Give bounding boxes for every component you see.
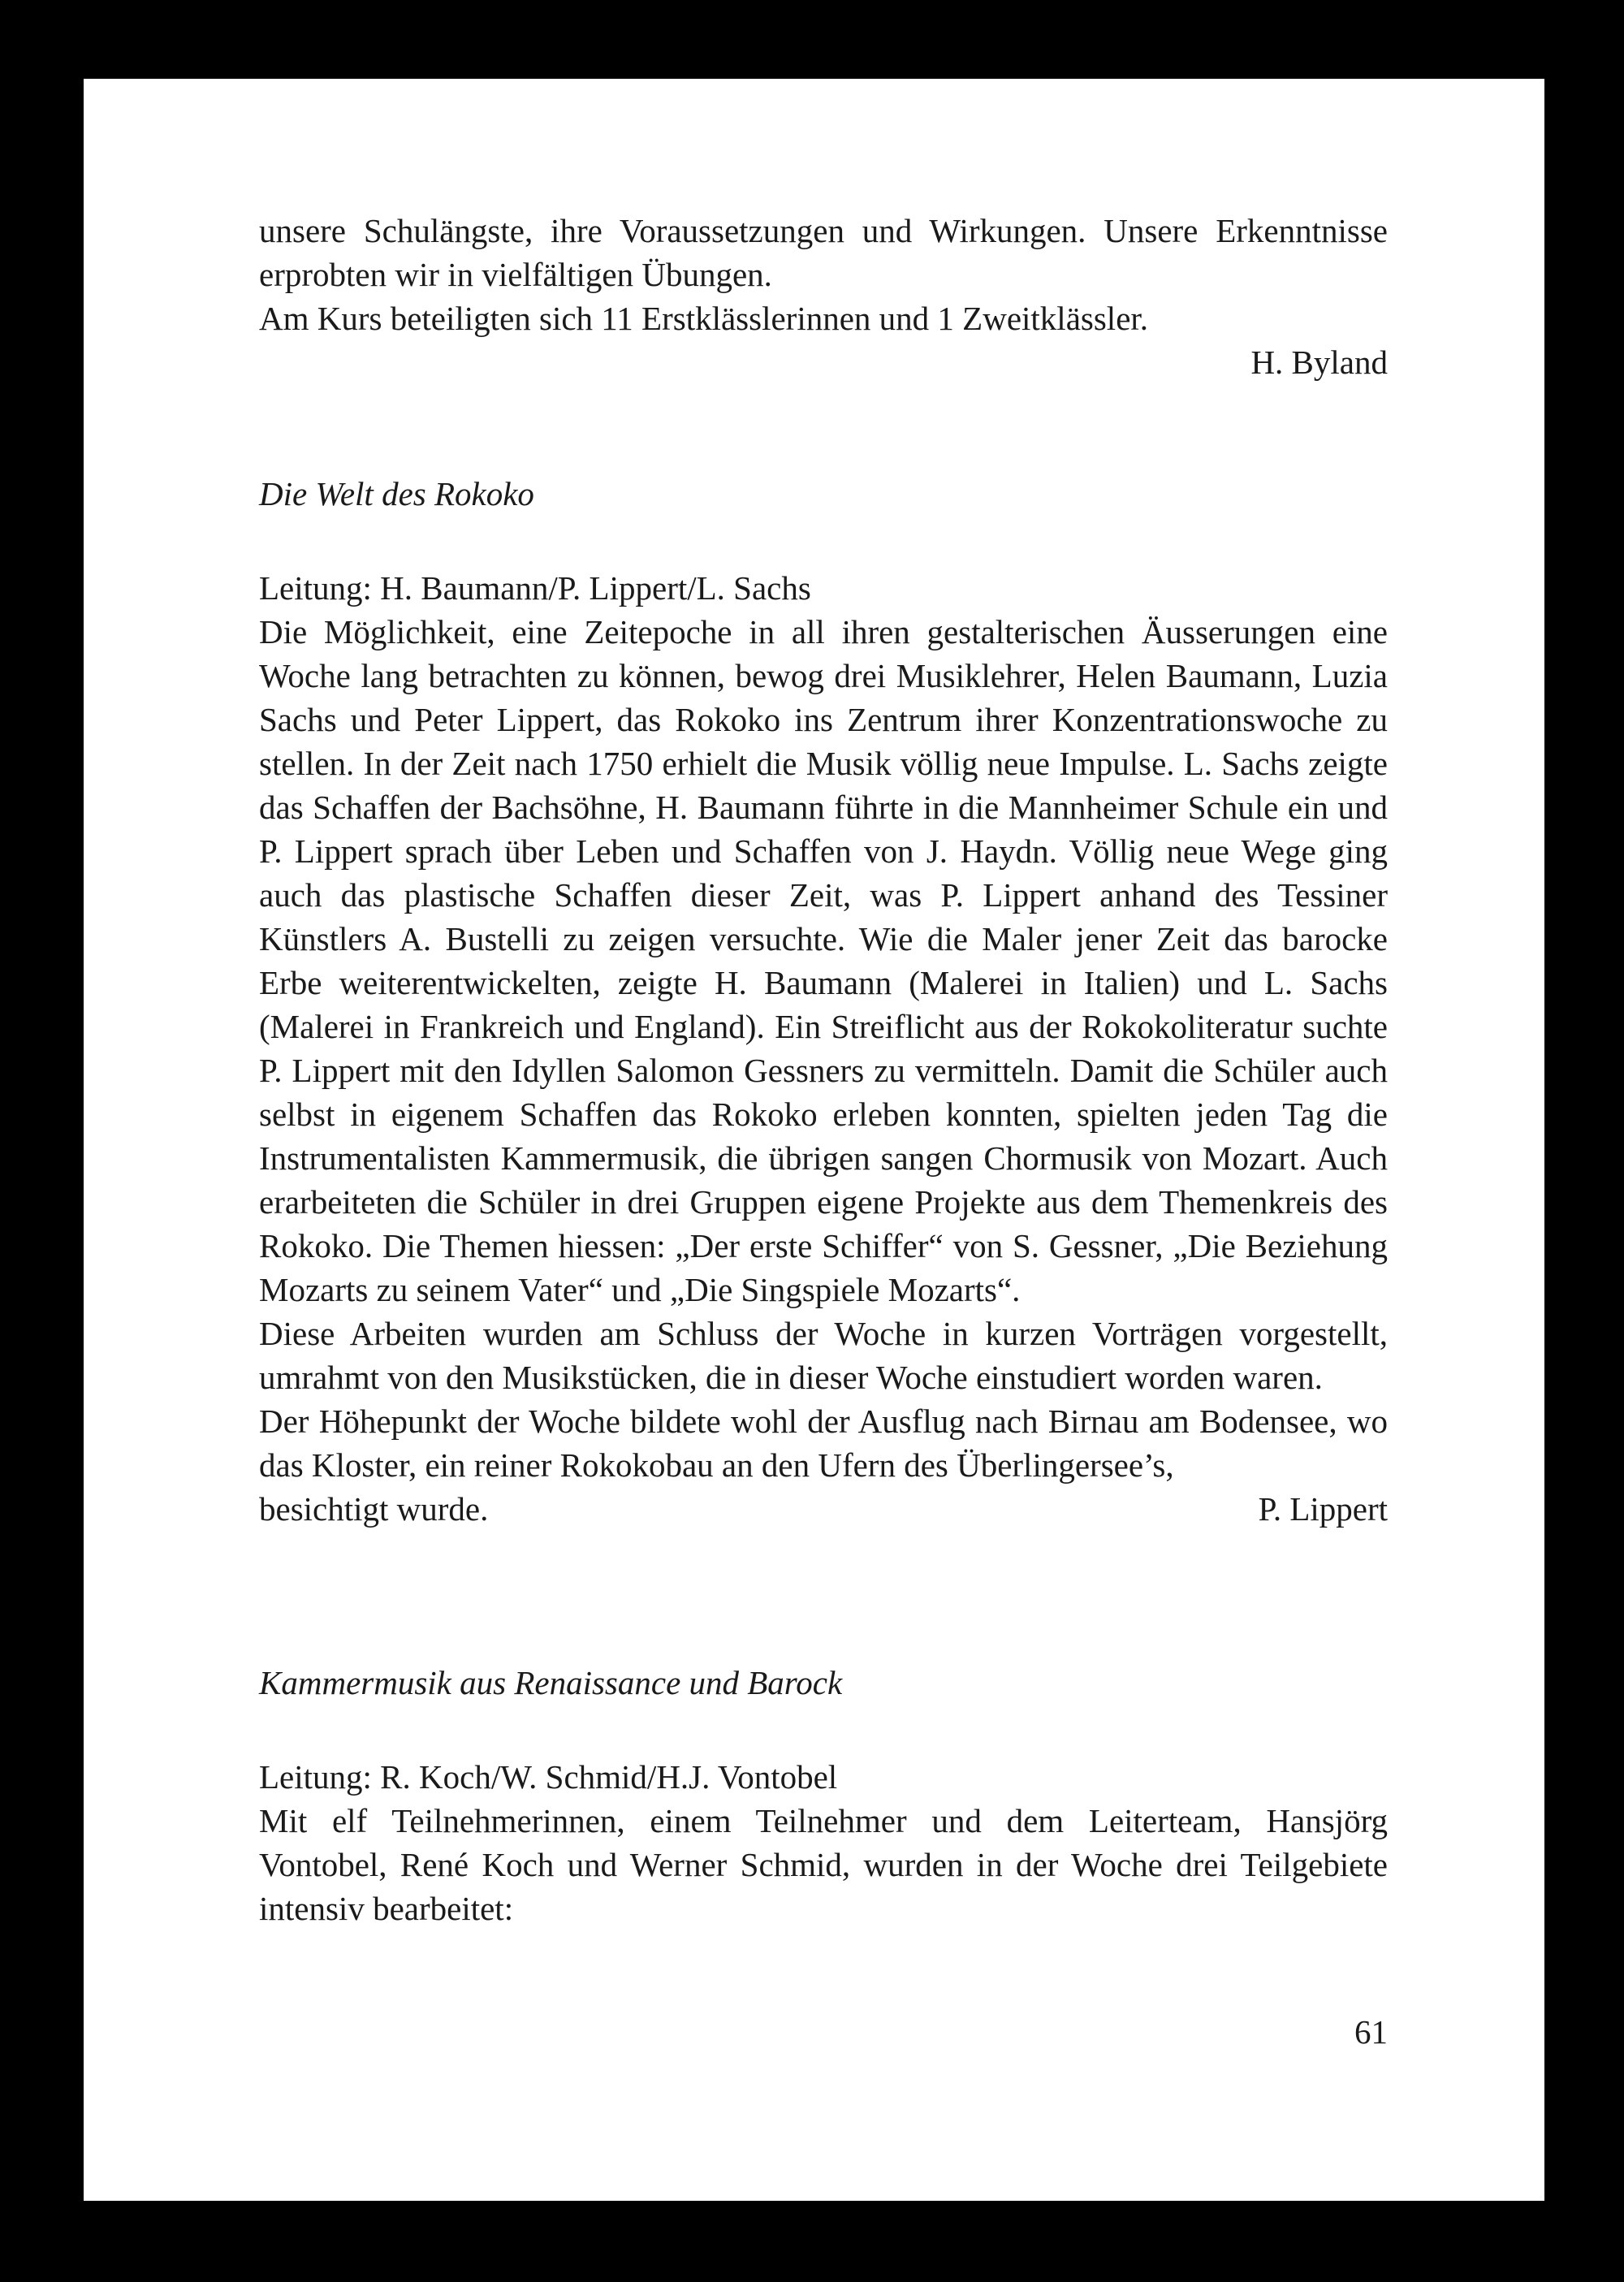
section-title-rokoko: Die Welt des Rokoko [259,475,534,512]
document-page [84,79,1544,2201]
page-number: 61 [1354,2013,1388,2051]
rokoko-signature: P. Lippert [1258,1490,1388,1528]
page-content [259,209,1388,1930]
rokoko-paragraph-3: Der Höhepunkt der Woche bildete wohl der Ausflug nach Birnau am Bodensee, wo das Kloster, ein reiner Rokokobau an den Ufern des Überlingersee’s, [259,1402,1388,1484]
rokoko-paragraph-3-end: besichtigt wurde. [259,1490,489,1528]
intro-paragraph: unsere Schulängste, ihre Voraussetzungen und Wirkungen. Unsere Erkenntnisse erprobten wir in vielfältigen Übungen. [259,212,1388,293]
intro-participants: Am Kurs beteiligten sich 11 Erstklässlerinnen und 1 Zweitklässler. [259,300,1149,337]
rokoko-paragraph-1: Die Möglichkeit, eine Zeitepoche in all ihren gestalterischen Äusserungen eine Woche lang betrachten zu können, bewog drei Musiklehrer, Helen Baumann, Luzia Sachs und Peter Lippert, das Rokoko ins Zentrum ihrer Konzentrationswoche zu stellen. In der Zeit nach 1750 erhielt die Musik völlig neue Impulse. L. Sachs zeigte das Schaffen der Bachsöhne, H. Baumann führte in die Mannheimer Schule ein und P. Lippert sprach über Leben und Schaffen von J. Haydn. Völlig neue Wege ging auch das plastische Schaffen dieser Zeit, was P. Lippert anhand des Tessiner Künstlers A. Bustelli zu zeigen versuchte. Wie die Maler jener Zeit das barocke Erbe weiterentwickelten, zeigte H. Baumann (Malerei in Italien) und L. Sachs (Malerei in Frankreich und England). Ein Streiflicht aus der Rokokoliteratur suchte P. Lippert mit den Idyllen Salomon Gessners zu vermitteln. Damit die Schüler auch selbst in eigenem Schaffen das Rokoko erleben konnten, spielten jeden Tag die Instrumentalisten Kammermusik, die übrigen sangen Chormusik von Mozart. Auch erarbeiteten die Schüler in drei Gruppen eigene Projekte aus dem Themenkreis des Rokoko. Die Themen hiessen: „Der erste Schiffer“ von S. Gessner, „Die Beziehung Mozarts zu seinem Vater“ und „Die Singspiele Mozarts“. [259,613,1388,1308]
kammermusik-paragraph: Mit elf Teilnehmerinnen, einem Teilnehmer und dem Leiterteam, Hansjörg Vontobel, René Koch und Werner Schmid, wurden in der Woche drei Teilgebiete intensiv bearbeitet: [259,1802,1388,1927]
section-title-kammermusik: Kammermusik aus Renaissance und Barock [259,1664,843,1701]
intro-signature: H. Byland [1250,344,1388,381]
kammermusik-leitung: Leitung: R. Koch/W. Schmid/H.J. Vontobel [259,1758,838,1796]
rokoko-leitung: Leitung: H. Baumann/P. Lippert/L. Sachs [259,569,811,607]
rokoko-closing-line [259,1487,1388,1531]
rokoko-paragraph-2: Diese Arbeiten wurden am Schluss der Woche in kurzen Vorträgen vorgestellt, umrahmt von den Musikstücken, die in dieser Woche einstudiert worden waren. [259,1315,1388,1396]
